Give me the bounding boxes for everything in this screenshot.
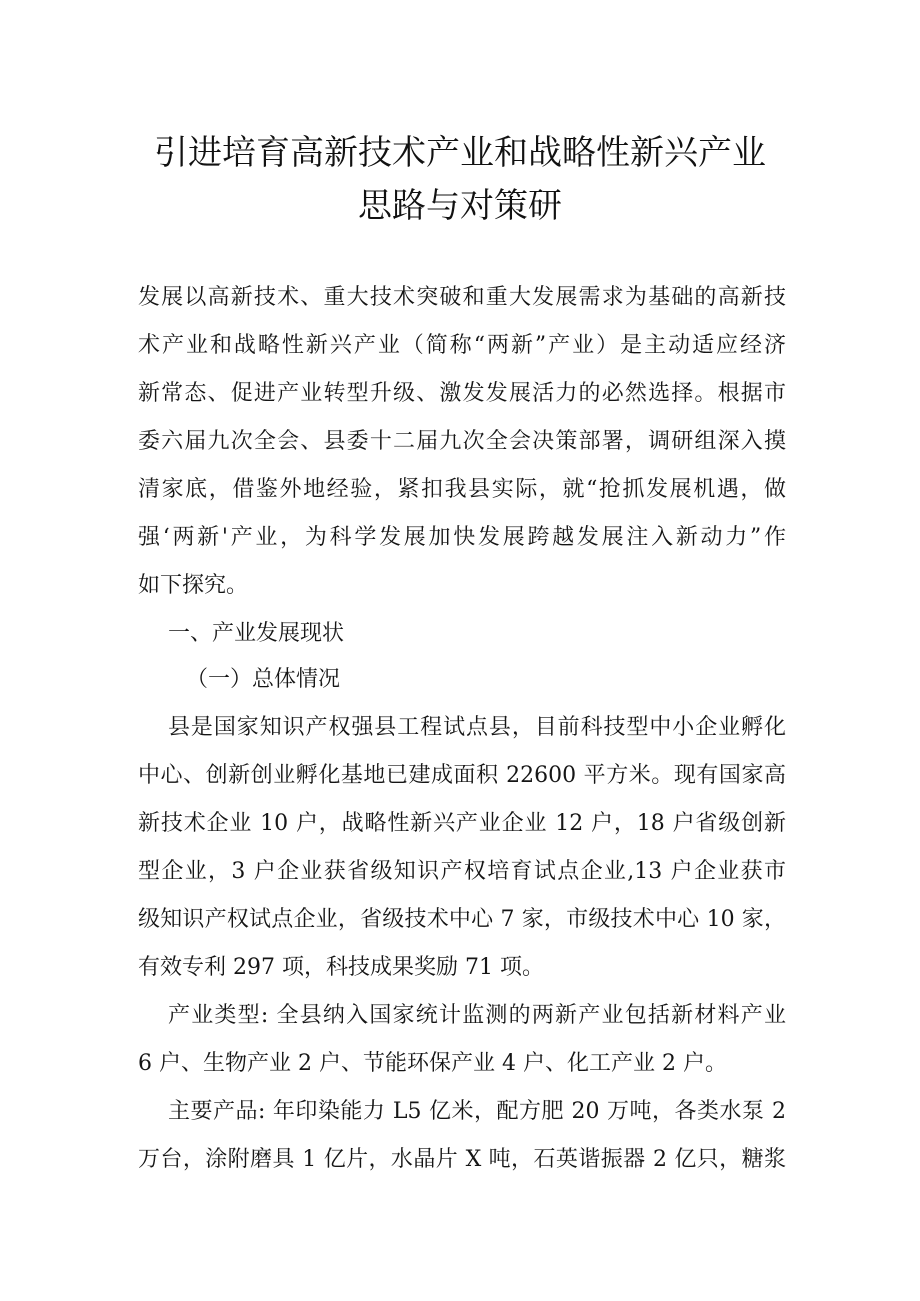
intro-paragraph-line: 新常态、促进产业转型升级、激发发展活力的必然选择。根据市 bbox=[138, 381, 786, 406]
industry-type-paragraph-line: 6 户、生物产业 2 户、节能环保产业 4 户、化工产业 2 户。 bbox=[138, 1051, 727, 1076]
subsection-heading: （一）总体情况 bbox=[186, 667, 341, 692]
overview-paragraph-line: 有效专利 297 项，科技成果奖励 71 项。 bbox=[138, 955, 544, 980]
document-title-line-2: 思路与对策研 bbox=[358, 186, 562, 226]
overview-paragraph-line: 级知识产权试点企业，省级技术中心 7 家，市级技术中心 10 家， bbox=[138, 907, 786, 932]
main-products-paragraph-line: 主要产品: 年印染能力 L5 亿米，配方肥 20 万吨，各类水泵 2 bbox=[168, 1099, 786, 1124]
main-products-paragraph-line: 万台，涂附磨具 1 亿片，水晶片 X 吨，石英谐振器 2 亿只，糖浆 bbox=[138, 1147, 786, 1172]
industry-type-paragraph-line: 产业类型: 全县纳入国家统计监测的两新产业包括新材料产业 bbox=[168, 1003, 786, 1028]
intro-paragraph-line: 术产业和战略性新兴产业（简称“两新”产业）是主动适应经济 bbox=[138, 333, 786, 358]
section-heading: 一、产业发展现状 bbox=[168, 621, 345, 646]
intro-paragraph-line: 如下探究。 bbox=[138, 573, 249, 598]
intro-paragraph-line: 强‘两新'产业，为科学发展加快发展跨越发展注入新动力”作 bbox=[138, 525, 786, 550]
overview-paragraph-line: 县是国家知识产权强县工程试点县，目前科技型中小企业孵化 bbox=[168, 715, 786, 740]
intro-paragraph-line: 清家底，借鉴外地经验，紧扣我县实际，就“抢抓发展机遇，做 bbox=[138, 477, 786, 502]
intro-paragraph-line: 发展以高新技术、重大技术突破和重大发展需求为基础的高新技 bbox=[138, 285, 786, 310]
intro-paragraph-line: 委六届九次全会、县委十二届九次全会决策部署，调研组深入摸 bbox=[138, 429, 786, 454]
overview-paragraph-line: 中心、创新创业孵化基地已建成面积 22600 平方米。现有国家高 bbox=[138, 763, 786, 788]
overview-paragraph-line: 新技术企业 10 户，战略性新兴产业企业 12 户，18 户省级创新 bbox=[138, 811, 786, 836]
overview-paragraph-line: 型企业，3 户企业获省级知识产权培育试点企业,13 户企业获市 bbox=[138, 859, 786, 884]
document-title-line-1: 引进培育高新技术产业和战略性新兴产业 bbox=[154, 133, 766, 173]
